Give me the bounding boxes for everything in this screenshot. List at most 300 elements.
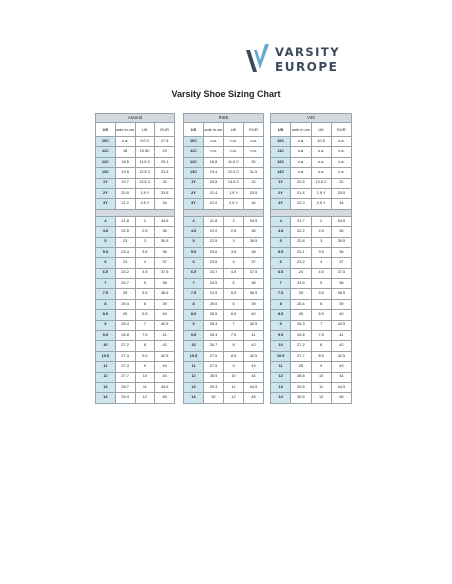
size-cell: 6.5 (224, 310, 244, 320)
us-size-cell: 4.5 (184, 227, 204, 237)
table-row (271, 362, 352, 372)
size-cell: n.a. (311, 157, 331, 167)
brand-mark-icon (245, 42, 273, 76)
us-size-cell: 6.5 (184, 268, 204, 278)
size-cell: 45 (244, 393, 264, 403)
size-cell: 35.5 (155, 237, 175, 247)
column-header: US (184, 123, 204, 137)
size-cell: 37 (331, 258, 351, 268)
size-cell: 18 (115, 147, 135, 157)
size-cell: 1.5 Y (224, 188, 244, 198)
us-size-cell: 9 (96, 320, 116, 330)
us-size-cell: 13C (271, 168, 291, 178)
table-row (271, 168, 352, 178)
size-cell: 22.8 (291, 237, 311, 247)
brand-line2: EUROPE (275, 60, 339, 74)
size-cell: n.a. (244, 137, 264, 147)
sizing-table (270, 113, 352, 404)
size-cell: 22.5 (115, 227, 135, 237)
size-cell: 8.5 (311, 351, 331, 361)
table-row (271, 393, 352, 403)
size-cell: 13.5 C (311, 178, 331, 188)
size-cell: 35 (331, 227, 351, 237)
size-cell: 38 (331, 279, 351, 289)
separator-cell (271, 209, 352, 216)
us-size-cell: 6 (96, 258, 116, 268)
table-row (96, 382, 175, 392)
size-cell: 10 (311, 372, 331, 382)
size-cell: 24.5 (204, 289, 224, 299)
size-cell: 13.5 C (135, 178, 155, 188)
column-header: US (96, 123, 116, 137)
table-row (271, 310, 352, 320)
size-cell: n.a. (115, 137, 135, 147)
table-title: RISE (184, 114, 264, 123)
size-cell: 10.5 (311, 137, 331, 147)
table-row (96, 157, 175, 167)
table-row (271, 341, 352, 351)
us-size-cell: 9 (184, 320, 204, 330)
size-cell: 32 (331, 178, 351, 188)
size-cell: 22.5 (204, 237, 224, 247)
size-cell: 42.5 (244, 351, 264, 361)
size-cell: 2.5 Y (224, 199, 244, 209)
size-cell: 38.5 (331, 289, 351, 299)
size-cell: 27.5 (204, 362, 224, 372)
table-row (96, 199, 175, 209)
brand-line1: VARSITY (275, 45, 341, 59)
size-cell: 36 (244, 247, 264, 257)
us-size-cell: 7.5 (184, 289, 204, 299)
table-row (271, 188, 352, 198)
size-cell: n.a. (224, 147, 244, 157)
size-cell: 25.0 (204, 299, 224, 309)
size-cell: 29 (155, 147, 175, 157)
size-cell: 27.5 (155, 137, 175, 147)
size-cell: 31.5 (244, 168, 264, 178)
size-cell: 41 (244, 331, 264, 341)
table-row (184, 178, 264, 188)
size-cell: 22.0 (204, 199, 224, 209)
us-size-cell: 6.5 (271, 268, 291, 278)
size-cell: 13.5 C (224, 178, 244, 188)
size-cell: 21.4 (204, 188, 224, 198)
size-cell: 9 (311, 362, 331, 372)
size-cell: 3 (311, 237, 331, 247)
size-cell: 24.5 (204, 279, 224, 289)
table-row (271, 372, 352, 382)
us-size-cell: 11C (271, 147, 291, 157)
size-cell: 1.5 Y (311, 188, 331, 198)
size-cell: 23.5 (204, 258, 224, 268)
us-size-cell: 12 (271, 372, 291, 382)
us-size-cell: 1Y (96, 178, 116, 188)
table-title: Ascend (96, 114, 175, 123)
size-cell: 29.3 (204, 382, 224, 392)
table-row (184, 188, 264, 198)
size-cell: 24.7 (115, 279, 135, 289)
us-size-cell: 13 (96, 382, 116, 392)
table-row (184, 362, 264, 372)
us-size-cell: 7.5 (271, 289, 291, 299)
us-size-cell: 10.5 (96, 351, 116, 361)
size-cell: 2.5 (135, 227, 155, 237)
us-size-cell: 9.5 (184, 331, 204, 341)
us-size-cell: 10C (271, 137, 291, 147)
size-cell: 42 (244, 341, 264, 351)
separator-cell (96, 209, 175, 216)
size-cell: n.a. (204, 137, 224, 147)
size-cell: 40.5 (331, 320, 351, 330)
size-cell: 27.5 (204, 351, 224, 361)
size-cell: 22.0 (204, 227, 224, 237)
size-cell: 35.5 (244, 237, 264, 247)
size-cell: 34 (244, 199, 264, 209)
size-cell: 5 (224, 279, 244, 289)
size-cell: n.a. (311, 147, 331, 157)
size-cell: 22.0 (291, 199, 311, 209)
section-separator (96, 209, 175, 216)
size-cell: 11.5 C (224, 157, 244, 167)
size-cell: 19.5 (115, 168, 135, 178)
us-size-cell: 5 (96, 237, 116, 247)
us-size-cell: 1Y (271, 178, 291, 188)
column-header: EUR (244, 123, 264, 137)
table-row (96, 320, 175, 330)
table-row (96, 331, 175, 341)
size-cell: 27.2 (115, 341, 135, 351)
column-header-row (184, 123, 264, 137)
size-cell: 28.7 (115, 382, 135, 392)
size-cell: 23.0 (204, 247, 224, 257)
us-size-cell: 8 (184, 299, 204, 309)
size-cell: 10 (224, 372, 244, 382)
size-cell: 2.5 (311, 227, 331, 237)
table-row (184, 216, 264, 226)
us-size-cell: 12C (184, 157, 204, 167)
size-cell: 4.5 (311, 268, 331, 278)
table-row (184, 279, 264, 289)
size-cell: 23.1 (291, 247, 311, 257)
us-size-cell: 8 (271, 299, 291, 309)
us-size-cell: 8.5 (96, 310, 116, 320)
us-size-cell: 11 (271, 362, 291, 372)
table-row (184, 289, 264, 299)
size-cell: 5 (311, 279, 331, 289)
table-row (184, 351, 264, 361)
size-cell: 6 (135, 299, 155, 309)
table-row (184, 382, 264, 392)
size-cell: 5.5 (311, 289, 331, 299)
us-size-cell: 2Y (96, 188, 116, 198)
size-cell: 6.5 (135, 310, 155, 320)
column-header: EUR (155, 123, 175, 137)
size-cell: 3.5 (224, 247, 244, 257)
table-row (96, 216, 175, 226)
us-size-cell: 12C (96, 157, 116, 167)
table-row (271, 157, 352, 167)
table-row (271, 216, 352, 226)
size-cell: n.a. (244, 147, 264, 157)
us-size-cell: 3Y (271, 199, 291, 209)
table-row (184, 258, 264, 268)
size-cell: 36 (331, 247, 351, 257)
us-size-cell: 13C (184, 168, 204, 178)
size-cell: 40.5 (155, 320, 175, 330)
us-size-cell: 6.5 (96, 268, 116, 278)
size-cell: 30.5 (291, 393, 311, 403)
us-size-cell: 5.5 (184, 247, 204, 257)
us-size-cell: 10 (184, 341, 204, 351)
size-cell: 44.5 (244, 382, 264, 392)
us-size-cell: 3Y (184, 199, 204, 209)
size-cell: 12.5 C (135, 168, 155, 178)
table-row (184, 147, 264, 157)
column-header-row (271, 123, 352, 137)
size-cell: 5.5 (224, 289, 244, 299)
size-cell: 35 (244, 227, 264, 237)
size-cell: 41 (331, 331, 351, 341)
size-cell: 42 (155, 341, 175, 351)
size-cell: 9 (224, 362, 244, 372)
size-cell: 38 (244, 279, 264, 289)
us-size-cell: 5 (271, 237, 291, 247)
table-title-row (184, 114, 264, 123)
size-cell: 41 (155, 331, 175, 341)
us-size-cell: 13C (96, 168, 116, 178)
size-cell: 3 (224, 237, 244, 247)
table-row (184, 137, 264, 147)
sizing-table (183, 113, 264, 404)
section-separator (271, 209, 352, 216)
size-cell: 11 (135, 382, 155, 392)
table-row (96, 299, 175, 309)
size-cell: 40 (331, 310, 351, 320)
size-cell: 12 (224, 393, 244, 403)
size-cell: 30 (244, 157, 264, 167)
size-cell: 21.7 (291, 216, 311, 226)
size-cell: 21.4 (291, 188, 311, 198)
size-cell: 16.8 (204, 157, 224, 167)
us-size-cell: 13 (184, 382, 204, 392)
section-separator (184, 209, 264, 216)
size-cell: 11 (224, 382, 244, 392)
table-row (96, 247, 175, 257)
size-cell: 25.4 (115, 299, 135, 309)
sizing-table-ascend (95, 113, 175, 404)
size-cell: 33.5 (331, 188, 351, 198)
size-cell: 37.5 (331, 268, 351, 278)
size-cell: 7 (135, 320, 155, 330)
size-cell: 20.5 (115, 188, 135, 198)
size-cell: 37 (155, 258, 175, 268)
size-cell: 26.8 (115, 331, 135, 341)
size-cell: 4 (135, 258, 155, 268)
table-row (96, 168, 175, 178)
size-cell: 6.5 (311, 310, 331, 320)
size-cell: 28 (291, 362, 311, 372)
us-size-cell: 4.5 (271, 227, 291, 237)
size-cell: 6 (224, 299, 244, 309)
size-cell: 42.5 (331, 351, 351, 361)
size-cell: 24 (115, 258, 135, 268)
size-cell: 31.5 (155, 168, 175, 178)
table-row (96, 227, 175, 237)
size-cell: 38.5 (155, 289, 175, 299)
size-cell: 34 (155, 199, 175, 209)
size-cell: 40 (155, 310, 175, 320)
size-cell: 26.7 (204, 341, 224, 351)
size-cell: 32 (244, 178, 264, 188)
us-size-cell: 5.5 (96, 247, 116, 257)
size-cell: 5 (135, 279, 155, 289)
us-size-cell: 10C (96, 137, 116, 147)
us-size-cell: 14 (271, 393, 291, 403)
size-cell: 35.5 (331, 237, 351, 247)
size-cell: 34 (331, 199, 351, 209)
table-row (271, 147, 352, 157)
size-cell: 11.5 C (135, 157, 155, 167)
us-size-cell: 4 (271, 216, 291, 226)
size-cell: 26.4 (115, 320, 135, 330)
column-header: UK (311, 123, 331, 137)
size-cell: n.a. (291, 168, 311, 178)
sizing-table (95, 113, 175, 404)
size-cell: 28.5 (204, 372, 224, 382)
size-cell: 10.5C (135, 147, 155, 157)
size-cell: 44 (331, 372, 351, 382)
size-cell: n.a. (331, 157, 351, 167)
size-cell: 43 (331, 362, 351, 372)
us-size-cell: 12 (184, 372, 204, 382)
table-row (271, 331, 352, 341)
table-row (184, 320, 264, 330)
size-cell: 23.7 (204, 268, 224, 278)
size-cell: 23.2 (291, 258, 311, 268)
size-cell: 8 (135, 341, 155, 351)
table-row (184, 157, 264, 167)
size-cell: n.a. (291, 157, 311, 167)
table-row (184, 268, 264, 278)
size-cell: 25 (115, 289, 135, 299)
size-cell: 34.5 (331, 216, 351, 226)
table-row (96, 341, 175, 351)
size-cell: 1.5 Y (135, 188, 155, 198)
table-row (96, 237, 175, 247)
size-cell: 33.5 (155, 188, 175, 198)
size-cell: 29.1 (155, 157, 175, 167)
size-cell: 12 (311, 393, 331, 403)
size-cell: 27.4 (115, 362, 135, 372)
size-cell: 23 (115, 237, 135, 247)
table-title: V4X (271, 114, 352, 123)
table-row (184, 299, 264, 309)
size-cell: 27.3 (115, 351, 135, 361)
size-cell: 19.4 (204, 168, 224, 178)
size-cell: 3.5 (311, 247, 331, 257)
size-cell: 43 (244, 362, 264, 372)
size-cell: n.a. (331, 137, 351, 147)
size-cell: 21.2 (115, 199, 135, 209)
us-size-cell: 10 (96, 341, 116, 351)
size-cell: 25.5 (204, 310, 224, 320)
table-row (184, 247, 264, 257)
size-cell: 26 (291, 310, 311, 320)
us-size-cell: 4 (184, 216, 204, 226)
us-size-cell: 7 (184, 279, 204, 289)
size-cell: 37.5 (244, 268, 264, 278)
table-row (271, 299, 352, 309)
size-cell: 8 (224, 341, 244, 351)
size-cell: 40 (244, 310, 264, 320)
us-size-cell: 9.5 (271, 331, 291, 341)
table-title-row (271, 114, 352, 123)
table-row (271, 351, 352, 361)
table-title-row (96, 114, 175, 123)
us-size-cell: 8 (96, 299, 116, 309)
size-cell: 25 (291, 289, 311, 299)
size-cell: 23.4 (115, 247, 135, 257)
size-cell: 35 (155, 227, 175, 237)
size-cell: 27.7 (115, 372, 135, 382)
size-cell: 7 (224, 320, 244, 330)
size-cell: 40.5 (244, 320, 264, 330)
us-size-cell: 7.5 (96, 289, 116, 299)
size-cell: 21.8 (204, 216, 224, 226)
us-size-cell: 6 (271, 258, 291, 268)
size-cell: 27.2 (291, 341, 311, 351)
us-size-cell: 1Y (184, 178, 204, 188)
us-size-cell: 10C (184, 137, 204, 147)
page-title: Varsity Shoe Sizing Chart (171, 89, 281, 99)
table-row (271, 289, 352, 299)
size-cell: 8 (311, 341, 331, 351)
table-row (184, 372, 264, 382)
size-cell: 2.5 Y (135, 199, 155, 209)
us-size-cell: 4.5 (96, 227, 116, 237)
table-row (96, 178, 175, 188)
us-size-cell: 10 (271, 341, 291, 351)
table-row (96, 188, 175, 198)
size-cell: 9 (135, 362, 155, 372)
table-row (96, 351, 175, 361)
size-cell: 19.7 (115, 178, 135, 188)
table-row (271, 268, 352, 278)
size-cell: 7 (311, 320, 331, 330)
us-size-cell: 5 (184, 237, 204, 247)
size-cell: 6 (311, 299, 331, 309)
size-cell: 26.3 (204, 331, 224, 341)
size-cell: 7.5 (311, 331, 331, 341)
us-size-cell: 8.5 (184, 310, 204, 320)
size-cell: 27.7 (291, 351, 311, 361)
size-cell: 4 (311, 258, 331, 268)
table-row (271, 199, 352, 209)
size-cell: 44 (155, 372, 175, 382)
column-header: sole in cm (115, 123, 135, 137)
us-size-cell: 2Y (271, 188, 291, 198)
us-size-cell: 11C (184, 147, 204, 157)
size-cell: 34.5 (155, 216, 175, 226)
size-cell: 39 (331, 299, 351, 309)
size-cell: 26.8 (291, 331, 311, 341)
table-row (271, 227, 352, 237)
table-row (96, 147, 175, 157)
table-row (271, 178, 352, 188)
size-cell: 2.5 Y (311, 199, 331, 209)
us-size-cell: 11 (184, 362, 204, 372)
size-cell: 44 (244, 372, 264, 382)
